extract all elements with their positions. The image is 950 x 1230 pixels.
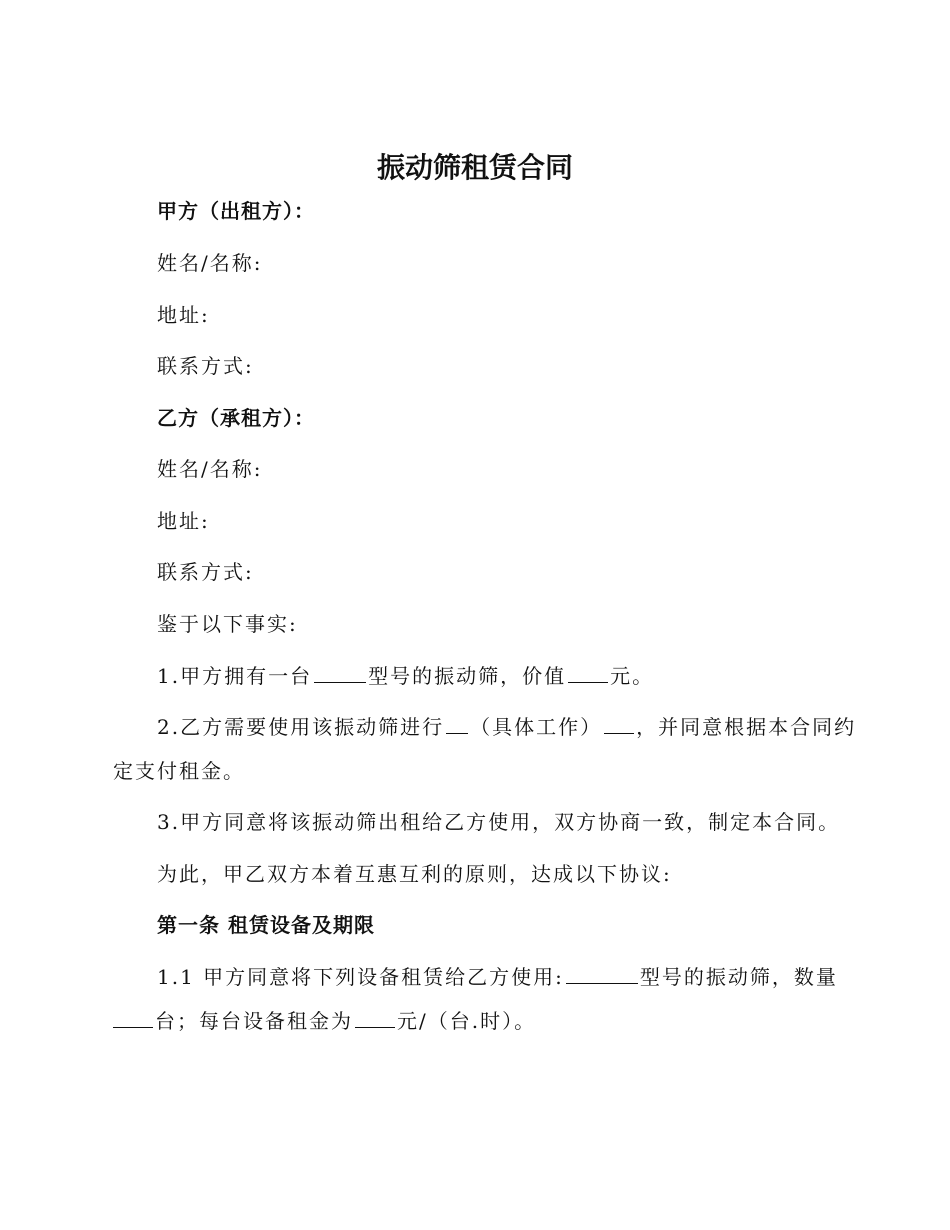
- party-b-contact-label: 联系方式:: [157, 560, 254, 584]
- clause-1-1: [157, 963, 838, 991]
- fact-1-part-a: 1.甲方拥有一台: [157, 664, 313, 688]
- document-title: 振动筛租赁合同: [376, 151, 573, 184]
- blank-work-after: [604, 713, 634, 734]
- blank-work-before: [446, 713, 468, 734]
- fact-2: [157, 713, 856, 741]
- party-a-heading: 甲方（出租方）：: [157, 199, 315, 223]
- fact-1-part-b: 型号的振动筛，价值: [368, 664, 567, 688]
- agreement-intro: 为此，甲乙双方本着互惠互利的原则，达成以下协议:: [157, 862, 672, 886]
- clause-1-1-part-a: 1.1 甲方同意将下列设备租赁给乙方使用:: [157, 965, 564, 989]
- fact-3: 3.甲方同意将该振动筛出租给乙方使用，双方协商一致，制定本合同。: [157, 810, 841, 834]
- blank-model: [314, 662, 366, 683]
- blank-value: [568, 662, 608, 683]
- party-b-heading: 乙方（承租方）：: [157, 406, 315, 430]
- clause-1-1-part-b: 型号的振动筛，数量: [639, 965, 838, 989]
- party-a-address-label: 地址:: [157, 303, 210, 327]
- blank-quantity: [113, 1007, 153, 1028]
- party-a-name-label: 姓名/名称:: [157, 251, 263, 275]
- fact-1: [157, 662, 654, 690]
- clause-1-1-part-c: 台；每台设备租金为: [155, 1009, 353, 1033]
- facts-intro: 鉴于以下事实:: [157, 612, 298, 636]
- party-b-name-label: 姓名/名称:: [157, 457, 263, 481]
- fact-2-part-c: ，并同意根据本合同约: [636, 715, 857, 739]
- blank-device-model: [566, 963, 638, 984]
- clause-1-1-continued: [113, 1007, 536, 1035]
- party-b-address-label: 地址:: [157, 509, 210, 533]
- blank-rent: [355, 1007, 395, 1028]
- party-a-contact-label: 联系方式:: [157, 354, 254, 378]
- fact-2-part-a: 2.乙方需要使用该振动筛进行: [157, 715, 445, 739]
- fact-2-continued: 定支付租金。: [113, 759, 245, 783]
- article-1-heading: 第一条 租赁设备及期限: [157, 913, 375, 937]
- fact-2-part-b: （具体工作）: [470, 715, 603, 739]
- fact-1-part-c: 元。: [610, 664, 655, 688]
- clause-1-1-part-d: 元/（台.时）。: [397, 1009, 537, 1033]
